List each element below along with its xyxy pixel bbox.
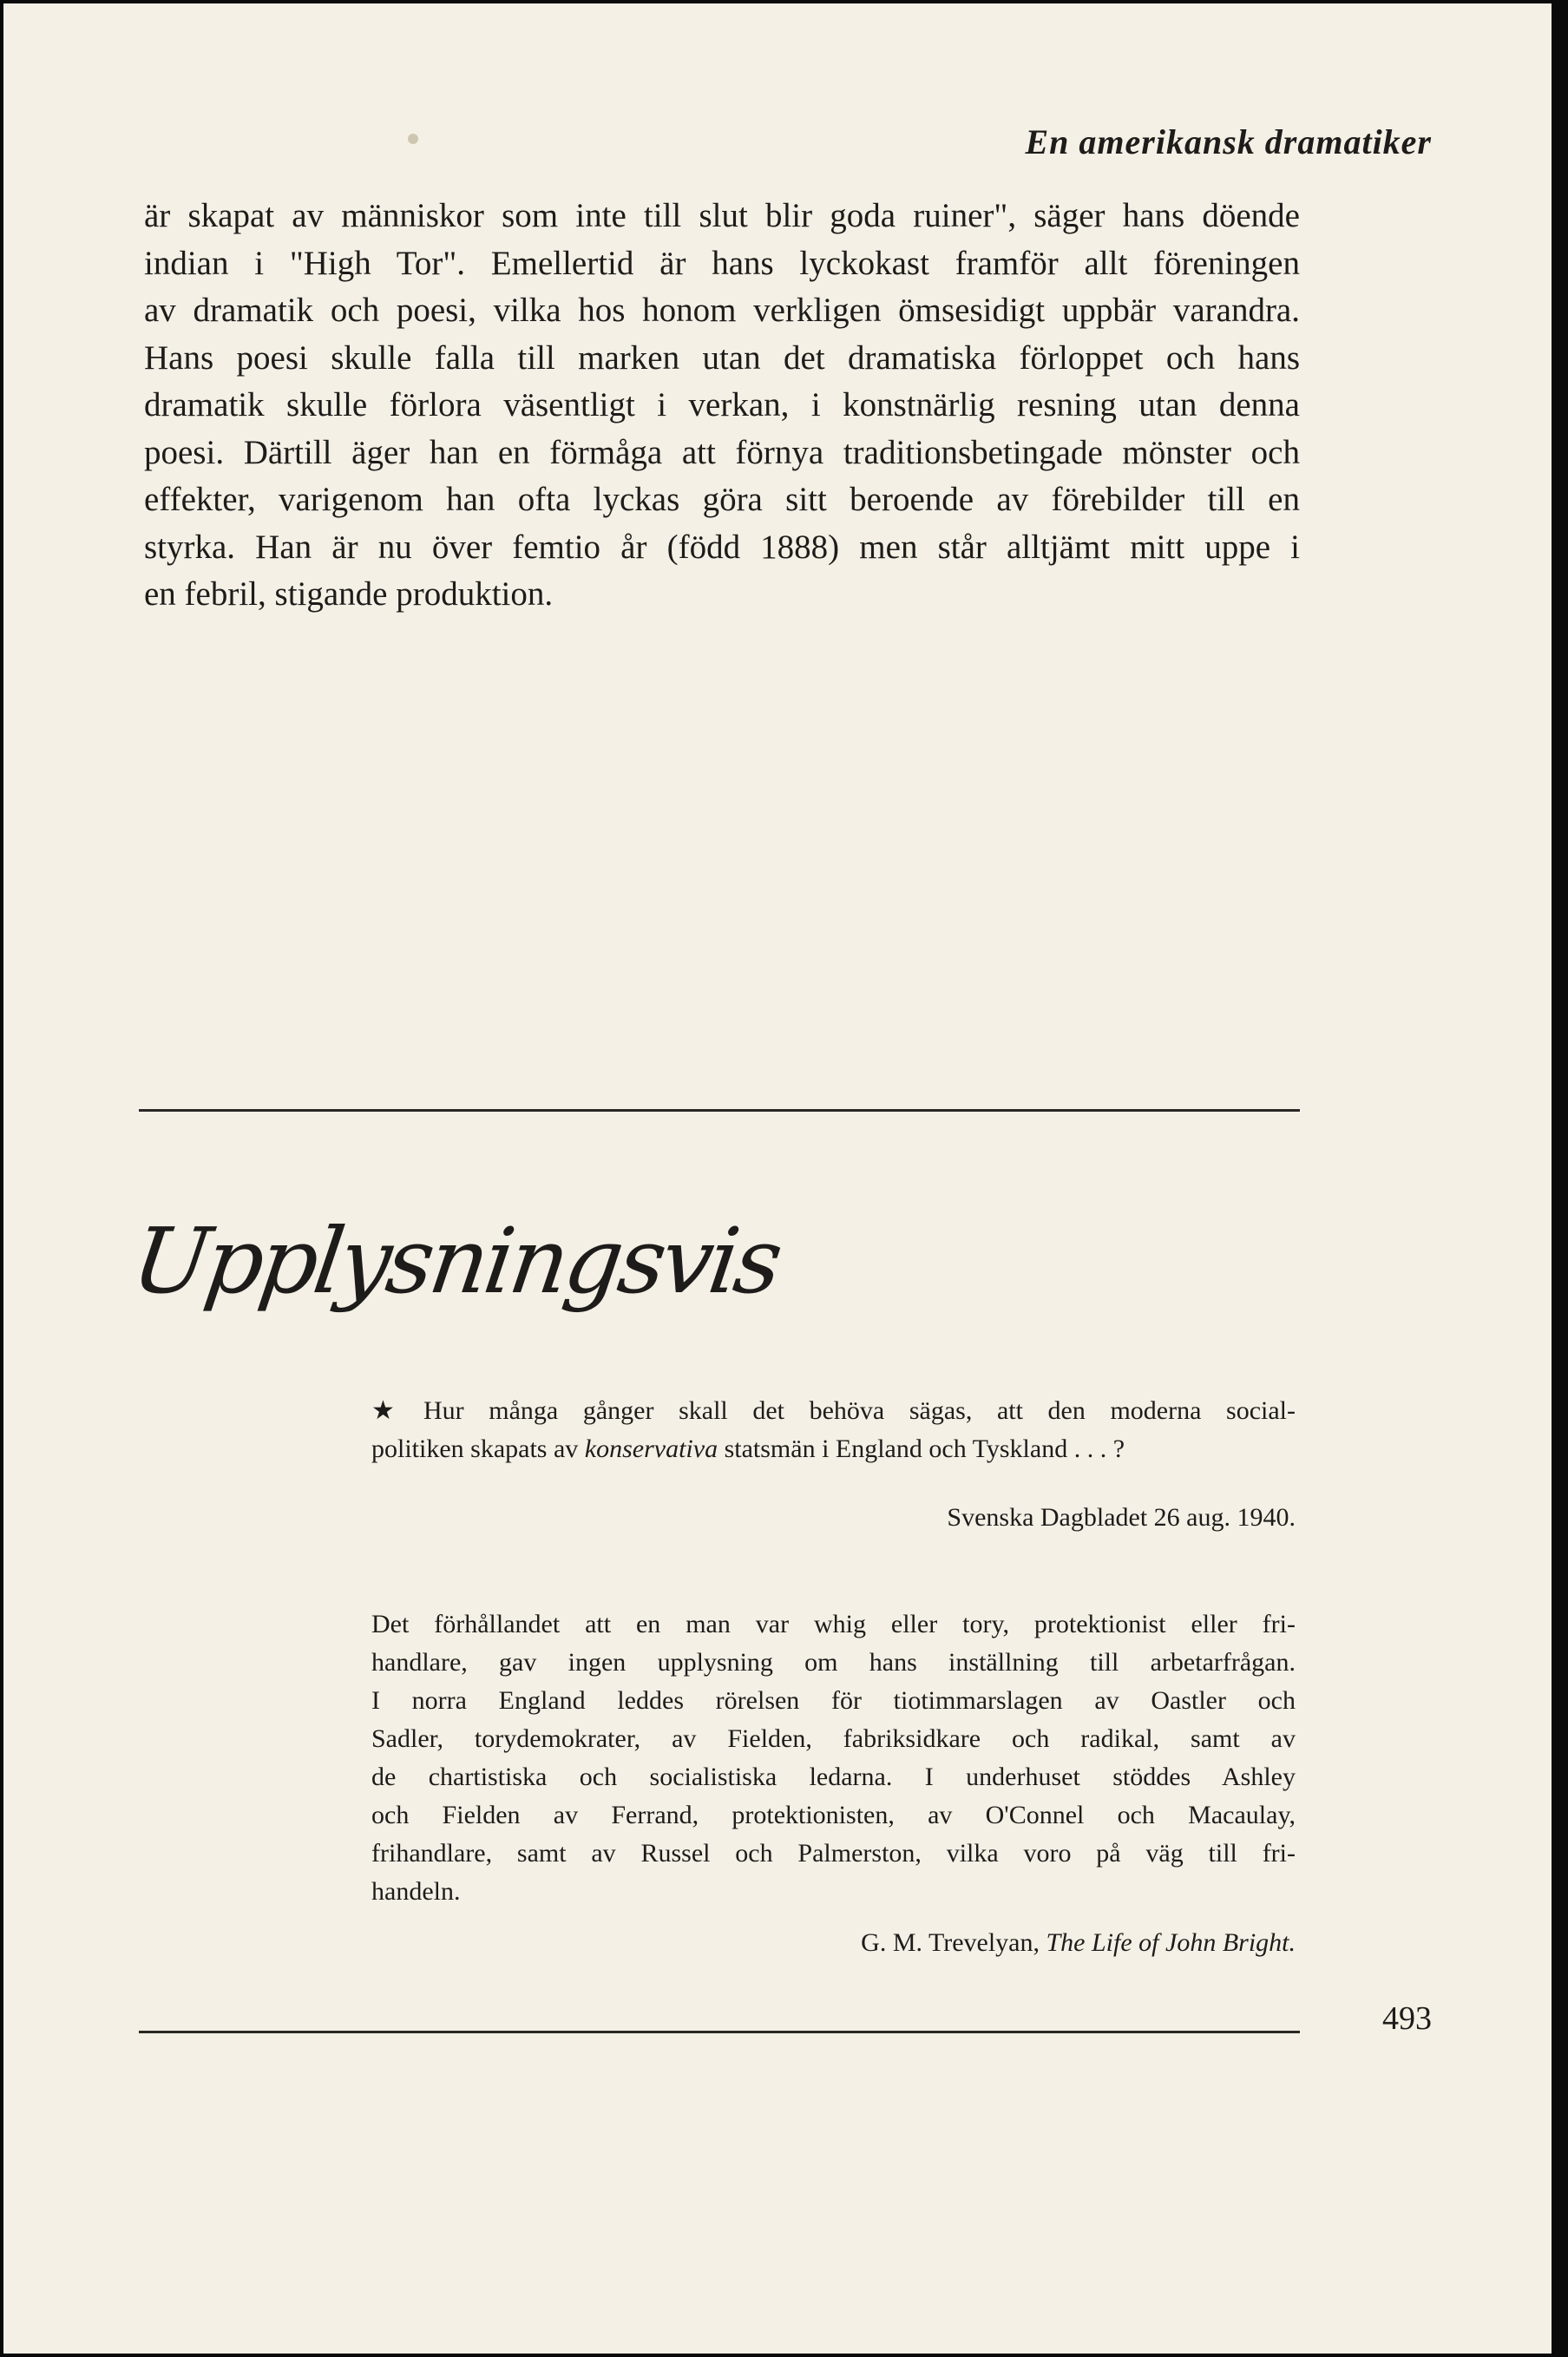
body-line: en febril, stigande produktion. (144, 575, 554, 613)
source-title: The Life of John Bright. (1046, 1928, 1296, 1957)
body-line: effekter, varigenom han ofta lyckas göra sitt beroende av förebilder till en (144, 481, 1300, 518)
quote-source-1: Svenska Dagbladet 26 aug. 1940. (947, 1503, 1296, 1532)
body-line: styrka. Han är nu över femtio år (född 1888) men står alltjämt mitt uppe i (144, 528, 1300, 566)
quote-emphasis: konservativa (584, 1435, 718, 1463)
page-number: 493 (1382, 2000, 1432, 2037)
body-line: indian i "High Tor". Emellertid är hans lyckokast framför allt föreningen (144, 244, 1300, 282)
quote-line: Det förhållandet att en man var whig eller tory, protektionist eller fri- (371, 1610, 1296, 1638)
quote-text: statsmän i England och Tyskland . . . ? (724, 1435, 1125, 1463)
running-head: En amerikansk dramatiker (1025, 122, 1432, 161)
footer-rule (139, 2031, 1300, 2033)
ink-speck (408, 134, 418, 144)
body-line: Hans poesi skulle falla till marken utan det dramatiska förloppet och hans (144, 338, 1300, 377)
page (3, 3, 1552, 2354)
divider-rule (139, 1109, 1300, 1112)
quote-text: Hur många gånger skall det behöva sägas, att den moderna social- (423, 1396, 1296, 1425)
star-icon: ★ (371, 1395, 414, 1426)
quote-block-2 (371, 1605, 1296, 1911)
quote-text: politiken skapats av (371, 1435, 579, 1463)
quote-line: handeln. (371, 1877, 461, 1906)
body-line: av dramatik och poesi, vilka hos honom verkligen ömsesidigt uppbär varandra. (144, 292, 1300, 329)
body-line: dramatik skulle förlora väsentligt i verkan, i konstnärlig resning utan denna (144, 386, 1300, 423)
quote-block-1 (371, 1392, 1296, 1468)
quote-source-2 (861, 1928, 1296, 1958)
quote-line: handlare, gav ingen upplysning om hans inställning till arbetarfrågan. (371, 1648, 1296, 1677)
body-paragraph (144, 193, 1300, 619)
quote-line: frihandlare, samt av Russel och Palmerston, vilka voro på väg till fri- (371, 1839, 1296, 1868)
body-line: poesi. Därtill äger han en förmåga att förnya traditionsbetingade mönster och (144, 433, 1300, 471)
quote-line: Sadler, torydemokrater, av Fielden, fabriksidkare och radikal, samt av (371, 1724, 1296, 1753)
source-author: G. M. Trevelyan, (861, 1928, 1040, 1957)
quote-line: de chartistiska och socialistiska ledarna. I underhuset stöddes Ashley (371, 1763, 1296, 1791)
quote-line: och Fielden av Ferrand, protektionisten, av O'Connel och Macaulay, (371, 1801, 1296, 1829)
quote-line: I norra England leddes rörelsen för tiotimmarslagen av Oastler och (371, 1686, 1296, 1715)
quote-line (371, 1430, 1296, 1468)
section-title: Upplysningsvis (126, 1208, 786, 1314)
body-line: är skapat av människor som inte till slut blir goda ruiner", säger hans döende (144, 197, 1300, 234)
quote-line (371, 1392, 1296, 1430)
